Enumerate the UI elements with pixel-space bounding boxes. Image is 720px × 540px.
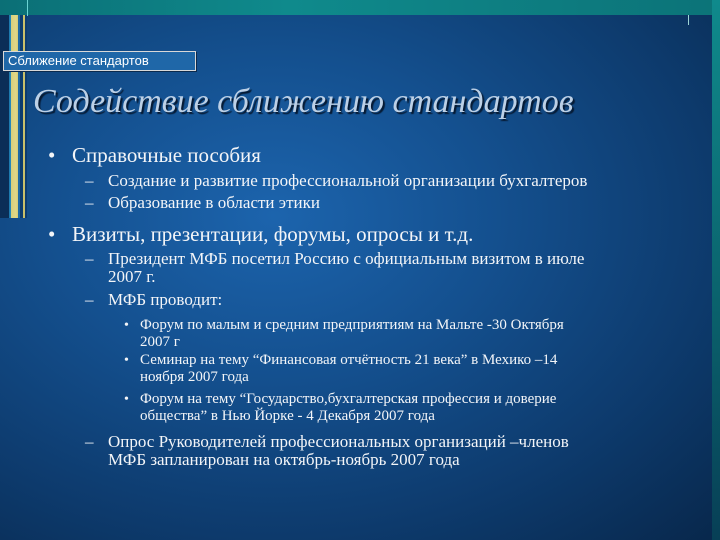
dash-icon: – [85, 193, 94, 212]
dash-icon: – [85, 249, 94, 268]
sub-item-line: 2007 г. [108, 267, 156, 286]
sub-item [85, 171, 708, 190]
sub-item [85, 290, 708, 309]
bullet-dot-icon: • [124, 318, 129, 333]
bullet-dot-icon: • [48, 222, 56, 246]
sub-sub-item-line: Семинар на тему “Финансовая отчётность 21 века” в Мехико –14 [140, 352, 558, 368]
bullet-text: Справочные пособия [72, 143, 261, 167]
sub-item [85, 249, 708, 286]
sub-sub-item-line: Форум на тему “Государство,бухгалтерская профессия и доверие [140, 391, 557, 407]
slide-title: Содействие сближению стандартов [33, 83, 574, 120]
sub-sub-item [124, 317, 700, 351]
sub-item-text: МФБ проводит: [108, 290, 223, 309]
section-label: Сближение стандартов [3, 51, 196, 71]
sub-sub-item-line: ноября 2007 года [140, 369, 249, 385]
dash-icon: – [85, 290, 94, 309]
dash-icon: – [85, 432, 94, 451]
sub-item [85, 193, 708, 212]
bullet-item-visits [48, 222, 474, 247]
bullet-item-reference-guides [48, 143, 261, 168]
sub-sub-item-line: Форум по малым и средним предприятиям на Мальте -30 Октября [140, 317, 564, 333]
sub-item-text: Образование в области этики [108, 193, 320, 212]
bullet-dot-icon: • [124, 353, 129, 368]
sub-sub-item [124, 391, 700, 425]
bullet-text: Визиты, презентации, форумы, опросы и т.д. [72, 222, 474, 246]
sub-item-line: МФБ запланирован на октябрь-ноябрь 2007 года [108, 450, 460, 469]
sub-sub-item [124, 352, 700, 386]
bullet-dot-icon: • [48, 143, 56, 167]
sub-item [85, 432, 708, 469]
sub-item-line: Опрос Руководителей профессиональных организаций –членов [108, 432, 569, 451]
sub-item-text: Создание и развитие профессиональной организации бухгалтеров [108, 171, 588, 190]
sub-sub-item-line: 2007 г [140, 334, 180, 350]
dash-icon: – [85, 171, 94, 190]
sub-item-line: Президент МФБ посетил Россию с официальным визитом в июле [108, 249, 585, 268]
bullet-dot-icon: • [124, 392, 129, 407]
sub-sub-item-line: общества” в Нью Йорке - 4 Декабря 2007 года [140, 408, 435, 424]
